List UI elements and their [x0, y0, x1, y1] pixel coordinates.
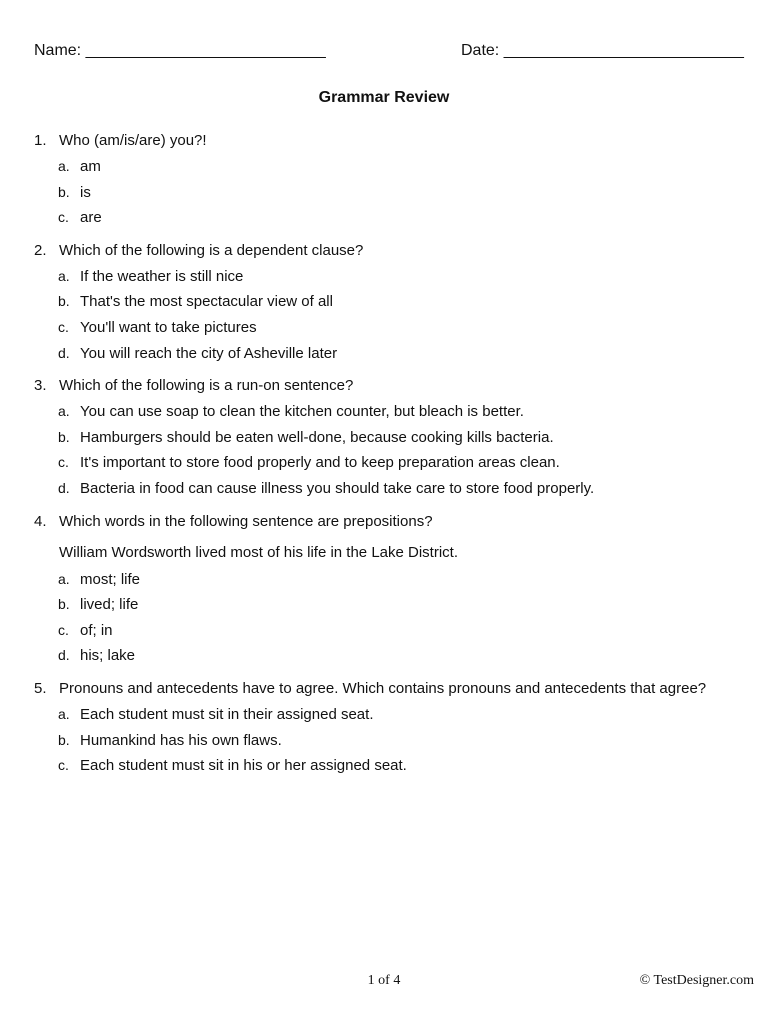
- choice-letter: c.: [58, 621, 69, 638]
- copyright-notice: © TestDesigner.com: [639, 973, 754, 988]
- choice-letter: a.: [58, 158, 70, 174]
- choice-item: [58, 264, 734, 290]
- choice-letter: b.: [58, 596, 70, 613]
- choice-item: [58, 425, 734, 451]
- choice-text: of; in: [80, 621, 113, 639]
- choice-item: [58, 450, 734, 476]
- choice-text: lived; life: [80, 596, 139, 614]
- question-3: [34, 375, 734, 501]
- choice-item: [58, 643, 734, 669]
- question-4: [34, 511, 734, 669]
- choice-item: [58, 315, 734, 341]
- choice-list: [34, 399, 734, 501]
- choice-item: [58, 180, 734, 206]
- choice-item: [58, 753, 734, 779]
- question-5: [34, 678, 734, 779]
- choice-text: Bacteria in food can cause illness you should take care to store food properly.: [80, 479, 595, 497]
- choice-text: You'll want to take pictures: [80, 318, 257, 336]
- choice-text: are: [80, 209, 102, 227]
- question-text: Which of the following is a dependent clause?: [59, 241, 364, 259]
- page-title: Grammar Review: [318, 89, 450, 106]
- choice-text: Each student must sit in their assigned seat.: [80, 705, 374, 723]
- date-field: Date: ___________________________: [461, 42, 744, 59]
- choice-letter: c.: [58, 318, 69, 335]
- choice-item: [58, 592, 734, 618]
- question-number: 3.: [34, 377, 47, 395]
- choice-item: [58, 289, 734, 315]
- choice-text: You can use soap to clean the kitchen counter, but bleach is better.: [80, 403, 524, 421]
- choice-letter: c.: [58, 454, 69, 471]
- question-passage: William Wordsworth lived most of his life in the Lake District.: [59, 543, 459, 561]
- question-number: 1.: [34, 132, 47, 149]
- name-field: Name: ___________________________: [34, 42, 326, 59]
- choice-text: You will reach the city of Asheville later: [80, 344, 338, 362]
- choice-item: [58, 205, 734, 231]
- choice-list: [34, 154, 734, 231]
- choice-text: If the weather is still nice: [80, 267, 244, 285]
- choice-text: That's the most spectacular view of all: [80, 293, 333, 311]
- choice-letter: c.: [58, 209, 69, 226]
- choice-text: am: [80, 158, 101, 175]
- question-number: 4.: [34, 512, 47, 530]
- choice-item: [58, 476, 734, 502]
- choice-list: [34, 702, 734, 779]
- choice-letter: a.: [58, 403, 70, 420]
- page-number: 1 of 4: [367, 973, 401, 988]
- question-text: Which of the following is a run-on sentence?: [59, 377, 354, 395]
- choice-letter: b.: [58, 293, 70, 310]
- choice-text: Humankind has his own flaws.: [80, 731, 282, 749]
- choice-letter: d.: [58, 344, 70, 361]
- question-list: [34, 130, 734, 788]
- question-2: [34, 240, 734, 366]
- choice-text: It's important to store food properly and to keep preparation areas clean.: [80, 454, 560, 472]
- question-text: Who (am/is/are) you?!: [59, 132, 207, 149]
- choice-item: [58, 154, 734, 180]
- choice-text: Hamburgers should be eaten well-done, because cooking kills bacteria.: [80, 428, 554, 446]
- choice-item: [58, 702, 734, 728]
- question-text: Pronouns and antecedents have to agree. Which contains pronouns and antecedents that agree?: [59, 679, 707, 697]
- choice-list: [34, 264, 734, 366]
- choice-letter: a.: [58, 570, 70, 587]
- choice-letter: b.: [58, 183, 70, 200]
- choice-letter: b.: [58, 731, 70, 748]
- question-number: 2.: [34, 241, 47, 259]
- choice-item: [58, 618, 734, 644]
- choice-text: Each student must sit in his or her assigned seat.: [80, 757, 407, 775]
- choice-item: [58, 567, 734, 593]
- choice-letter: b.: [58, 428, 70, 445]
- question-number: 5.: [34, 679, 47, 697]
- header-fields: [34, 42, 744, 64]
- choice-text: most; life: [80, 570, 141, 588]
- choice-text: his; lake: [80, 647, 136, 665]
- choice-item: [58, 341, 734, 367]
- choice-letter: d.: [58, 647, 70, 664]
- question-text: Which words in the following sentence are prepositions?: [59, 512, 433, 530]
- choice-letter: a.: [58, 705, 70, 722]
- question-1: [34, 130, 734, 231]
- choice-letter: d.: [58, 479, 70, 496]
- page-footer: [34, 973, 754, 993]
- choice-item: [58, 399, 734, 425]
- choice-letter: a.: [58, 267, 70, 284]
- choice-text: is: [80, 183, 91, 201]
- choice-list: [34, 567, 734, 669]
- choice-item: [58, 728, 734, 754]
- choice-letter: c.: [58, 757, 69, 774]
